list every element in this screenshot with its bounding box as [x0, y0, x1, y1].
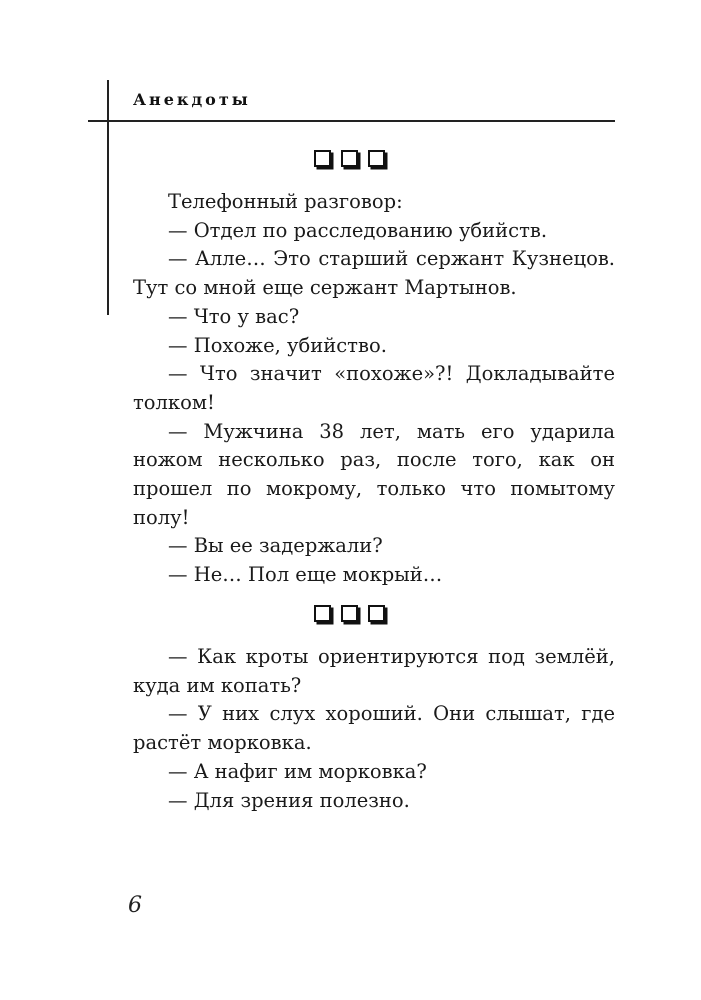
running-header: Анекдоты — [133, 90, 251, 109]
paragraph: — А нафиг им морковка? — [168, 759, 427, 783]
paragraph: — Отдел по расследованию убийств. — [168, 218, 548, 242]
paragraph: — Не… Пол еще мокрый… — [168, 563, 443, 587]
joke-2 — [133, 643, 615, 815]
paragraph: — Для зрения полезно. — [168, 788, 410, 812]
square-ornament-icon — [368, 605, 385, 622]
section-separator — [0, 150, 701, 167]
header-vertical-rule — [107, 80, 109, 315]
square-ornament-icon — [314, 605, 331, 622]
section-separator — [0, 605, 701, 622]
square-ornament-icon — [341, 605, 358, 622]
paragraph: — У них слух хороший. Они слышат, где растёт морковка. — [133, 702, 615, 755]
page-number: 6 — [128, 893, 142, 918]
paragraph: — Мужчина 38 лет, мать его ударила ножом несколько раз, после того, как он прошел по мокрому, только что помытому полу! — [133, 419, 615, 529]
header-horizontal-rule — [88, 120, 615, 122]
paragraph: — Что значит «похоже»?! Докладывайте толком! — [133, 362, 615, 414]
square-ornament-icon — [368, 150, 385, 167]
paragraph: — Что у вас? — [168, 304, 300, 328]
square-ornament-icon — [314, 150, 331, 167]
paragraph: — Алле… Это старший сержант Кузнецов. Тут со мной еще сержант Мартынов. — [133, 247, 615, 300]
joke-1 — [133, 188, 615, 590]
paragraph: — Вы ее задержали? — [168, 534, 383, 558]
paragraph: Телефонный разговор: — [168, 190, 403, 213]
paragraph: — Как кроты ориентируются под землёй, куда им копать? — [133, 645, 615, 697]
paragraph: — Похоже, убийство. — [168, 333, 387, 357]
square-ornament-icon — [341, 150, 358, 167]
